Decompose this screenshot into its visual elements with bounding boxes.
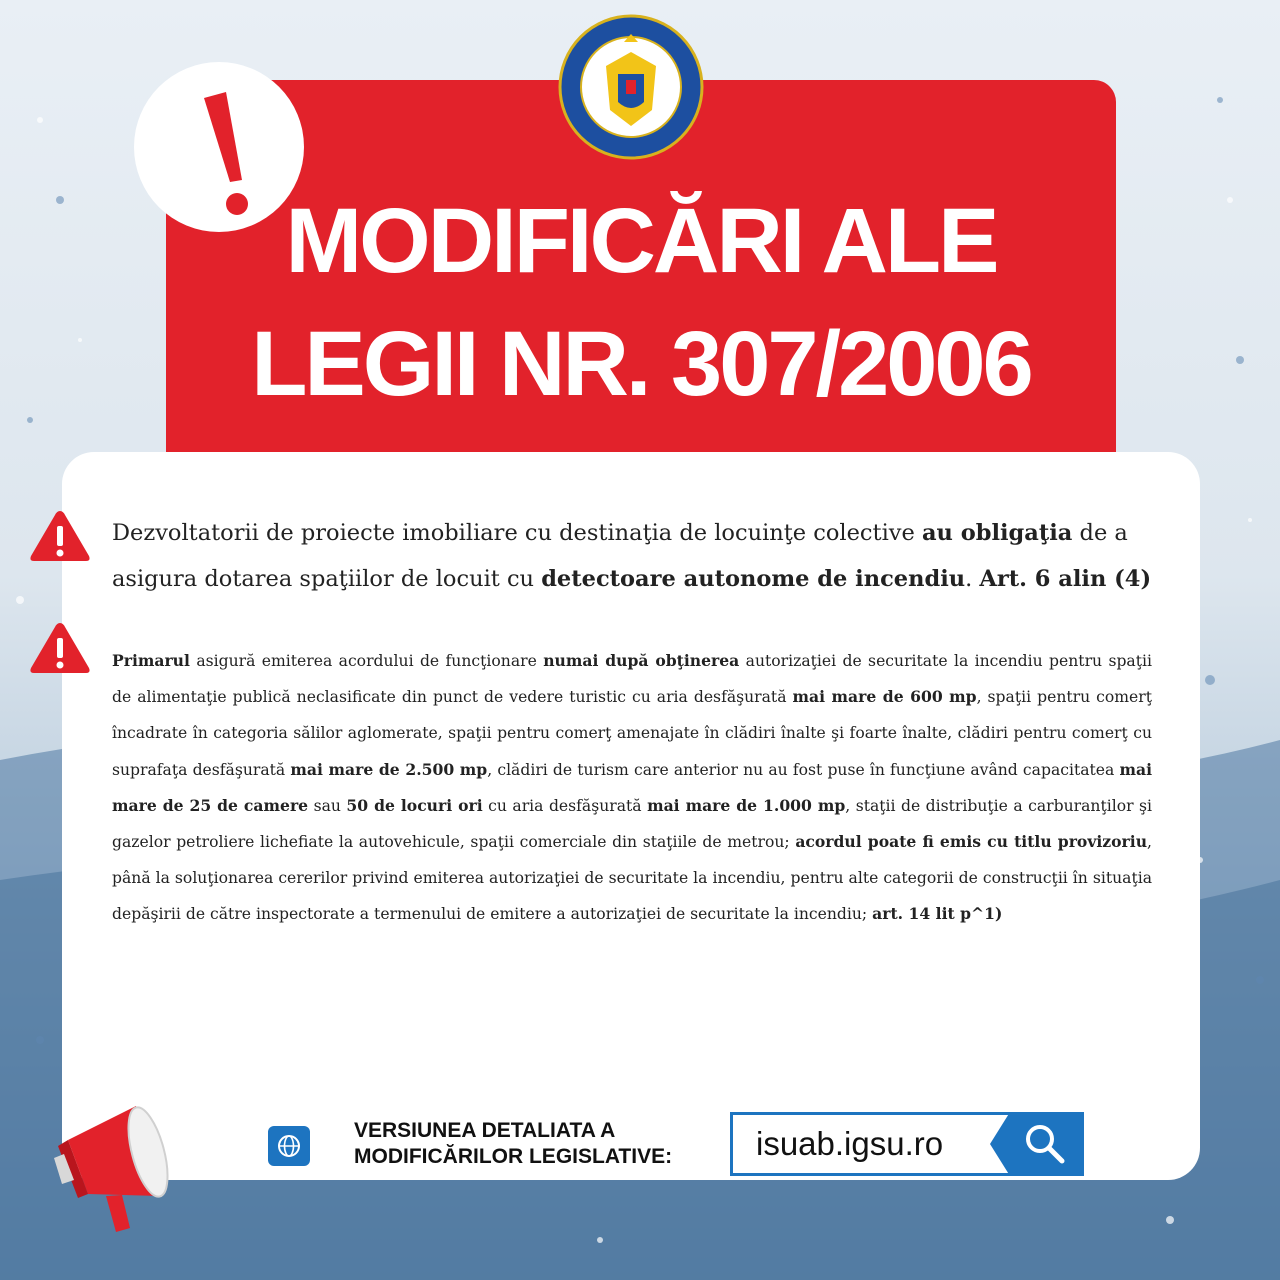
title-line-1: MODIFICĂRI ALE xyxy=(285,190,997,292)
title-line-2: LEGII NR. 307/2006 xyxy=(251,313,1031,415)
isu-emblem xyxy=(558,14,704,160)
detailed-version-line-1: VERSIUNEA DETALIATA A xyxy=(354,1119,616,1142)
website-url[interactable]: isuab.igsu.ro xyxy=(756,1125,944,1162)
detailed-version-line-2: MODIFICĂRILOR LEGISLATIVE: xyxy=(354,1145,673,1168)
paragraph-detectors: Dezvoltatorii de proiecte imobiliare cu destinaţia de locuinţe colective au obligaţia de a asigura dotarea spaţiilor de locuit cu detectoare autonome de incendiu. Art. 6 alin (4) xyxy=(112,520,1152,592)
megaphone-icon xyxy=(48,1092,188,1242)
paragraph-mayor: Primarul asigură emiterea acordului de funcţionare numai după obţinerea autorizaţiei de securitate la incendiu pentru spaţii de alimentaţie publică neclasificate din punct de vedere turistic cu aria desfăşurată mai mare de 600 mp, spaţii pentru comerţ încadrate în categoria sălilor aglomerate, spaţii pentru comerţ amenajate în clădiri înalte şi foarte înalte, clădiri pentru comerţ cu suprafaţa desfăşurată mai mare de 2.500 mp, clădiri de turism care anterior nu au fost puse în funcţiune având capacitatea mai mare de 25 de camere sau 50 de locuri ori cu aria desfăşurată mai mare de 1.000 mp, staţii de distribuţie a carburanţilor şi gazelor petroliere lichefiate la autovehicule, spaţii comerciale din staţiile de metrou; acordul poate fi emis cu titlu provizoriu, până la soluţionarea cererilor privind emiterea autorizaţiei de securitate la incendiu, pentru alte categorii de construcţii în situaţia depăşirii de către inspectorate a termenului de emitere a autorizaţiei de securitate la incendiu; art. 14 lit p^1) xyxy=(112,651,1153,924)
globe-icon-button[interactable] xyxy=(268,1126,310,1166)
warning-icon xyxy=(28,508,92,564)
search-button[interactable] xyxy=(990,1112,1084,1176)
warning-icon xyxy=(28,620,92,676)
globe-icon xyxy=(268,1126,310,1166)
detailed-version-label xyxy=(354,1118,714,1170)
